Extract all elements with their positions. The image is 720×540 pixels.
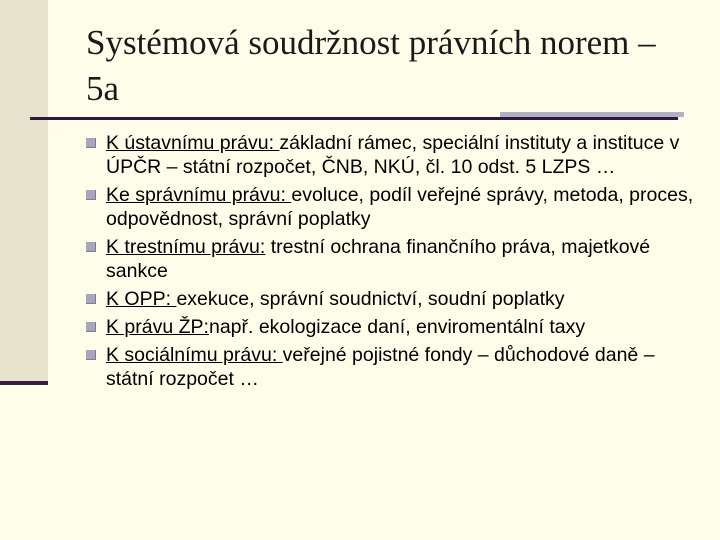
- bullet-item: [86, 131, 696, 179]
- title-underline: [30, 117, 678, 120]
- bullet-item: [86, 343, 696, 391]
- bullet-text: veřejné pojistné fondy – důchodové daně – státní rozpočet …: [106, 344, 655, 390]
- bullet-item: [86, 287, 696, 311]
- bullet-list: [86, 131, 696, 395]
- slide-title: Systémová soudržnost právních norem – 5a: [86, 23, 656, 108]
- bullet-lead: K ústavnímu právu:: [106, 132, 280, 154]
- bullet-text: trestní ochrana finančního práva, majetkové sankce: [106, 236, 651, 282]
- left-decor-bar: [0, 0, 48, 384]
- bullet-text: např. ekologizace daní, enviromentální taxy: [208, 316, 586, 338]
- bullet-text: evoluce, podíl veřejné správy, metoda, proces, odpovědnost, správní poplatky: [106, 184, 694, 230]
- bullet-lead: K sociálnímu právu:: [106, 344, 283, 366]
- square-bullet-icon: [86, 190, 96, 200]
- bullet-lead: Ke správnímu právu:: [106, 184, 292, 206]
- square-bullet-icon: [86, 138, 96, 148]
- bullet-item: [86, 183, 696, 231]
- square-bullet-icon: [86, 322, 96, 332]
- bullet-lead: K trestnímu právu:: [106, 236, 266, 258]
- bullet-lead: K právu ŽP:: [106, 316, 209, 338]
- bullet-item: [86, 315, 696, 339]
- bullet-text: základní rámec, speciální instituty a instituce v ÚPČR – státní rozpočet, ČNB, NKÚ, čl. 10 odst. 5 LZPS …: [106, 132, 680, 178]
- left-decor-accent: [0, 381, 48, 385]
- square-bullet-icon: [86, 294, 96, 304]
- bullet-item: [86, 235, 696, 283]
- bullet-lead: K OPP:: [106, 288, 177, 310]
- bullet-text: exekuce, správní soudnictví, soudní poplatky: [176, 288, 565, 310]
- square-bullet-icon: [86, 242, 96, 252]
- square-bullet-icon: [86, 350, 96, 360]
